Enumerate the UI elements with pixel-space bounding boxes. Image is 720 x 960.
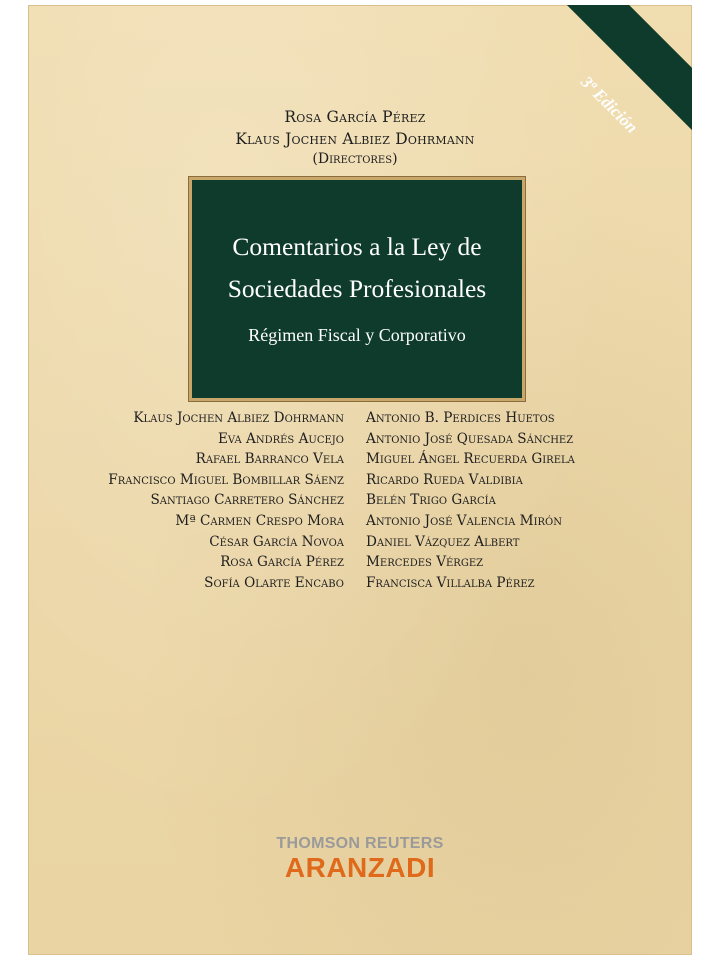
author-name: Sofía Olarte Encabo (204, 574, 344, 591)
author-name: César García Novoa (209, 533, 344, 550)
authors-right-column (366, 408, 676, 593)
author-name: Francisco Miguel Bombillar Sáenz (108, 471, 344, 488)
author-name: Eva Andrés Aucejo (218, 430, 344, 447)
author-name: Ricardo Rueda Valdibia (366, 471, 523, 488)
author-name: Antonio B. Perdices Huetos (366, 410, 555, 426)
directors-role: (Directores) (312, 151, 398, 167)
author-name: Klaus Jochen Albiez Dohrmann (133, 410, 344, 426)
author-name: Rosa García Pérez (220, 554, 344, 571)
author-name: Antonio José Valencia Mirón (366, 512, 562, 529)
author-name: Antonio José Quesada Sánchez (366, 430, 574, 447)
title-box (189, 177, 525, 401)
authors-left-column (28, 408, 344, 593)
author-name: Mª Carmen Crespo Mora (175, 512, 344, 529)
author-name: Mercedes Vérgez (366, 554, 484, 571)
author-name: Daniel Vázquez Albert (366, 533, 520, 550)
directors-block (28, 106, 682, 168)
publisher-imprint: ARANZADI (284, 852, 436, 883)
author-name: Rafael Barranco Vela (195, 451, 344, 468)
publisher-group: THOMSON REUTERS (276, 835, 444, 852)
edition-label: 3ª Edición (577, 72, 642, 137)
publisher-logo (240, 835, 480, 883)
director-name: Rosa García Pérez (284, 108, 426, 126)
book-title-line-2: Sociedades Profesionales (227, 274, 487, 303)
author-name: Miguel Ángel Recuerda Girela (366, 451, 575, 468)
author-name: Francisca Villalba Pérez (366, 574, 535, 591)
director-name: Klaus Jochen Albiez Dohrmann (235, 130, 475, 148)
author-name: Belén Trigo García (366, 492, 496, 509)
book-cover (28, 5, 692, 955)
book-subtitle: Régimen Fiscal y Corporativo (248, 325, 466, 345)
book-title-line-1: Comentarios a la Ley de (232, 232, 482, 261)
author-name: Santiago Carretero Sánchez (150, 492, 344, 509)
